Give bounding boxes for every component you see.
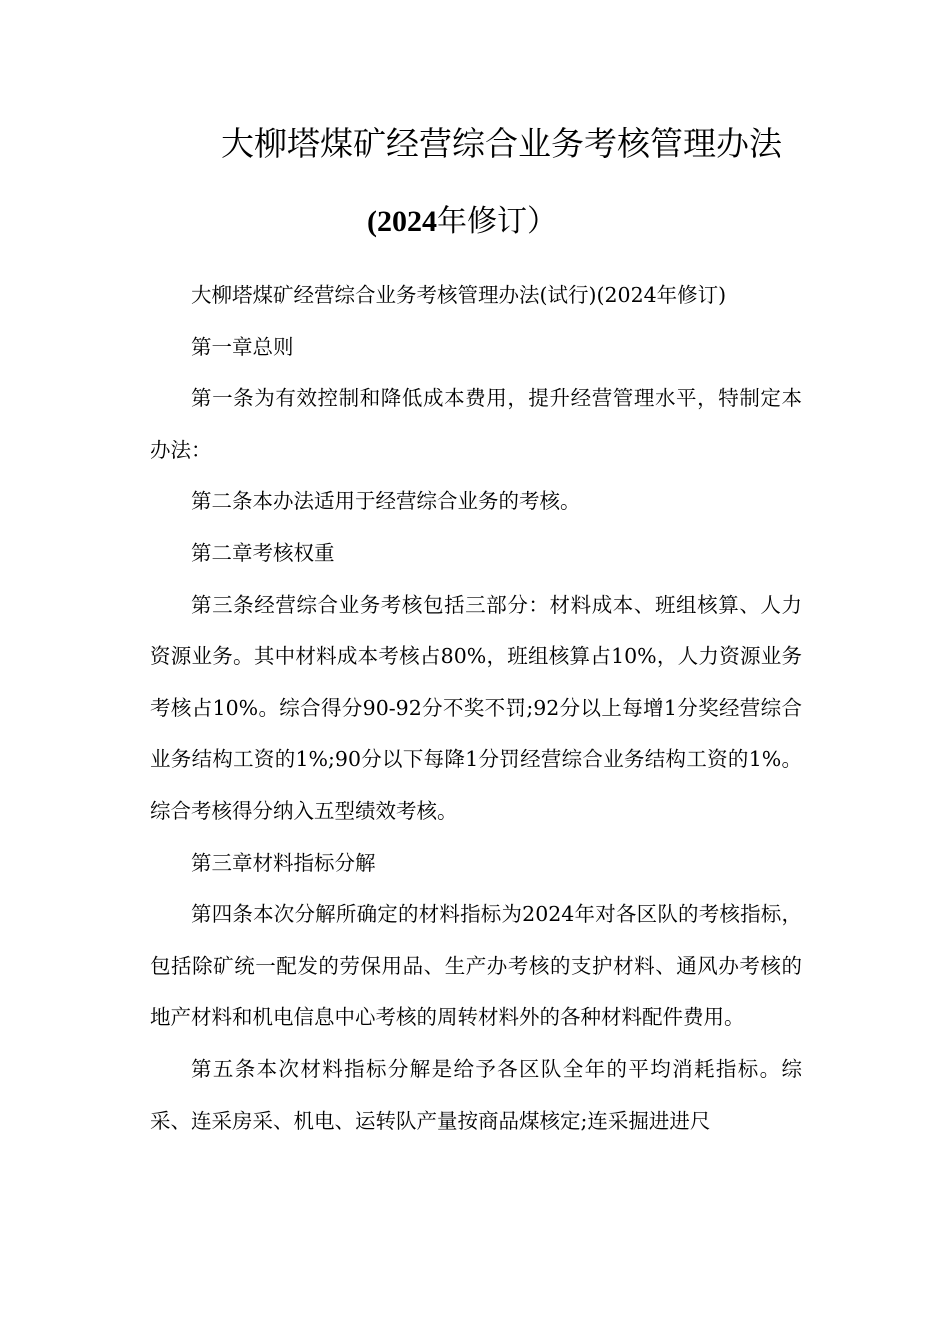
chapter-heading-3: 第三章材料指标分解	[191, 850, 376, 875]
chapter-heading-1: 第一章总则	[191, 334, 294, 359]
subtitle-text: 年修订）	[437, 204, 557, 239]
subtitle-year: (2024	[367, 205, 437, 238]
chapter-heading-2: 第二章考核权重	[191, 540, 335, 565]
article-4: 第四条本次分解所确定的材料指标为2024年对各区队的考核指标，包括除矿统一配发的劳保用品、生产办考核的支护材料、通风办考核的地产材料和机电信息中心考核的周转材料外的各种材料配件费用。	[150, 902, 802, 1030]
document-subtitle	[367, 200, 557, 244]
article-1: 第一条为有效控制和降低成本费用，提升经营管理水平，特制定本办法：	[150, 386, 802, 462]
document-body	[150, 270, 802, 1147]
paragraph-heading: 大柳塔煤矿经营综合业务考核管理办法(试行)(2024年修订)	[191, 283, 727, 307]
document-title: 大柳塔煤矿经营综合业务考核管理办法	[221, 124, 782, 163]
article-3: 第三条经营综合业务考核包括三部分：材料成本、班组核算、人力资源业务。其中材料成本考核占80%，班组核算占10%，人力资源业务考核占10%。综合得分90-92分不奖不罚;92分以上每增1分奖经营综合业务结构工资的1%;90分以下每降1分罚经营综合业务结构工资的1%。综合考核得分纳入五型绩效考核。	[150, 592, 802, 823]
article-2: 第二条本办法适用于经营综合业务的考核。	[191, 489, 581, 514]
article-5: 第五条本次材料指标分解是给予各区队全年的平均消耗指标。综采、连采房采、机电、运转队产量按商品煤核定;连采掘进进尺	[150, 1056, 802, 1133]
